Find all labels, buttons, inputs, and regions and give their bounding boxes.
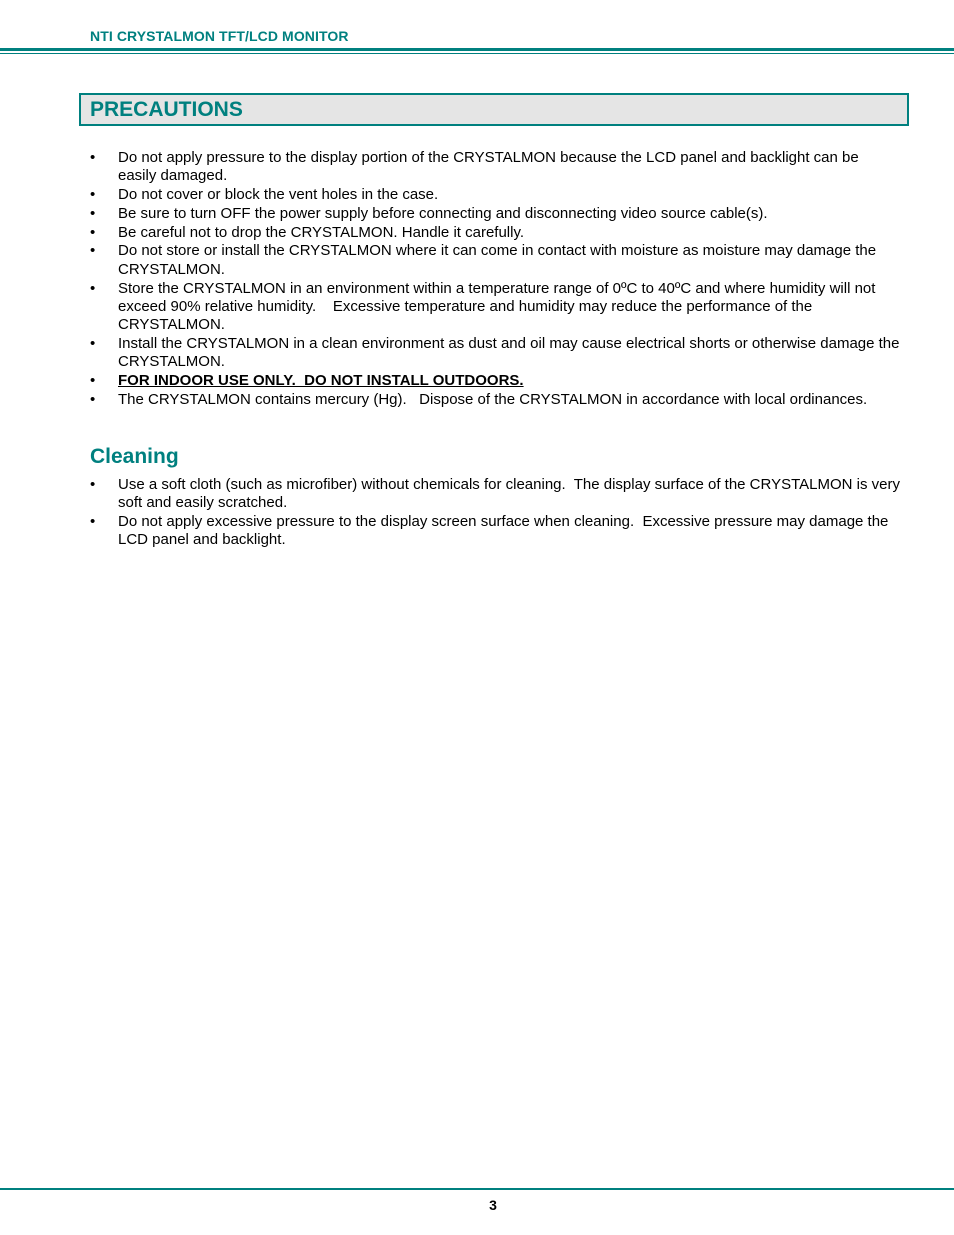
bullet-icon: • — [90, 279, 96, 297]
precautions-list — [90, 149, 900, 410]
list-item-warning — [90, 372, 900, 390]
list-item — [90, 513, 900, 550]
list-item — [90, 476, 905, 513]
bullet-icon: • — [90, 334, 96, 352]
page-number: 3 — [489, 1197, 497, 1213]
list-item — [90, 335, 900, 372]
list-item — [90, 149, 900, 186]
list-item — [90, 205, 900, 223]
cleaning-list — [90, 476, 905, 550]
list-item — [90, 224, 900, 242]
header-rule-thin — [0, 53, 954, 54]
bullet-icon: • — [90, 390, 96, 408]
document-header-title: NTI CRYSTALMON TFT/LCD MONITOR — [90, 28, 349, 44]
list-item-text: Use a soft cloth (such as microfiber) without chemicals for cleaning. The display surface of the CRYSTALMON is very soft and easily scratched. — [118, 476, 905, 512]
bullet-icon: • — [90, 372, 96, 390]
header-rule-thick — [0, 48, 954, 51]
list-item-text: Be careful not to drop the CRYSTALMON. Handle it carefully. — [118, 223, 525, 241]
list-item-text: Do not cover or block the vent holes in the case. — [118, 186, 439, 204]
precautions-heading: PRECAUTIONS — [90, 98, 243, 121]
list-item-text: Do not apply pressure to the display portion of the CRYSTALMON because the LCD panel and backlight can be easily damaged. — [118, 149, 859, 185]
bullet-icon: • — [90, 476, 96, 493]
cleaning-heading: Cleaning — [90, 445, 179, 468]
bullet-icon: • — [90, 149, 96, 166]
bullet-icon: • — [90, 186, 96, 204]
list-item-text: Store the CRYSTALMON in an environment within a temperature range of 0ºC to 40ºC and where humidity will not exceed 90% relative humidity. Excessive temperature and humidity may reduce the performance of the CRYSTALMON. — [118, 279, 880, 334]
list-item-text: Do not apply excessive pressure to the display screen surface when cleaning. Excessive pressure may damage the LCD panel and backlight. — [118, 513, 893, 549]
list-item-text: Be sure to turn OFF the power supply before connecting and disconnecting video source cable(s). — [118, 204, 768, 222]
list-item — [90, 186, 900, 204]
list-item — [90, 242, 900, 279]
bullet-icon: • — [90, 204, 96, 222]
bullet-icon: • — [90, 242, 96, 260]
indoor-use-warning: FOR INDOOR USE ONLY. DO NOT INSTALL OUTDOORS. — [118, 372, 524, 390]
list-item — [90, 391, 900, 409]
list-item-text: The CRYSTALMON contains mercury (Hg). Dispose of the CRYSTALMON in accordance with local ordinances. — [118, 390, 868, 408]
bullet-icon: • — [90, 513, 96, 531]
footer-rule — [0, 1188, 954, 1190]
list-item-text: Install the CRYSTALMON in a clean environment as dust and oil may cause electrical shorts or otherwise damage the CRYSTALMON. — [118, 334, 900, 371]
precautions-section-banner — [79, 93, 909, 126]
bullet-icon: • — [90, 223, 96, 241]
list-item — [90, 280, 900, 335]
list-item-text: Do not store or install the CRYSTALMON where it can come in contact with moisture as moisture may damage the CRYSTALMON. — [118, 242, 877, 278]
